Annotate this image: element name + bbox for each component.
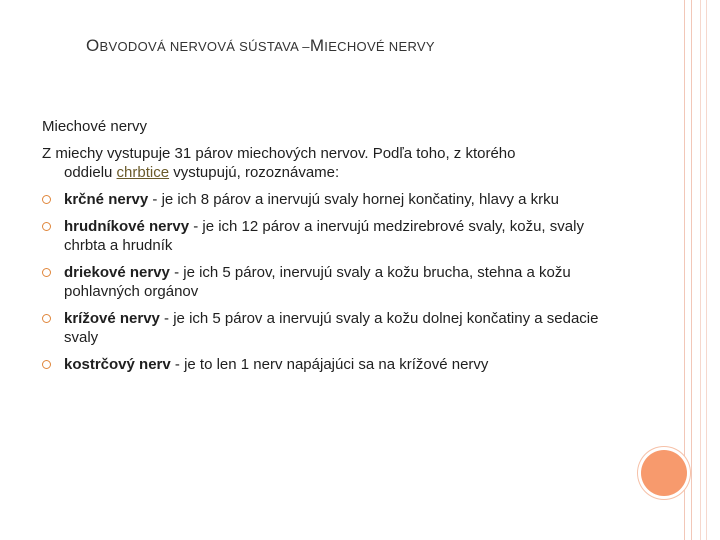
title-initial: O [86, 36, 100, 55]
list-item [42, 190, 622, 209]
bullet-term: hrudníkové nervy [64, 218, 190, 235]
chrbtice-link[interactable]: chrbtice [116, 164, 170, 181]
subheading: Miechové nervy [42, 118, 148, 135]
list-item [42, 217, 622, 255]
list-item [42, 355, 622, 374]
intro-paragraph [42, 144, 602, 182]
slide-title [86, 36, 646, 56]
decorative-line [684, 0, 685, 540]
decorative-line [691, 0, 692, 540]
bullet-text: - je to len 1 nerv napájajúci sa na krížové nervy [170, 356, 489, 373]
bullet-term: driekové nervy [64, 264, 170, 281]
title-text: BVODOVÁ NERVOVÁ SÚSTAVA – [99, 39, 310, 54]
decorative-line [706, 0, 707, 540]
intro-text: vystupujú, rozoznávame: [169, 164, 340, 181]
bullet-term: krčné nervy [64, 191, 149, 208]
bullet-text: - je ich 5 párov a inervujú svaly a kožu dolnej končatiny a sedacie svaly [64, 310, 599, 346]
bullet-term: kostrčový nerv [64, 356, 171, 373]
bullet-term: krížové nervy [64, 310, 160, 327]
title-initial: M [309, 36, 325, 55]
bullet-icon [42, 314, 51, 323]
list-item [42, 309, 622, 347]
nerve-list [42, 190, 622, 382]
intro-line [42, 163, 602, 182]
bullet-text: - je ich 5 párov, inervujú svaly a kožu brucha, stehna a kožu pohlavných orgánov [64, 264, 571, 300]
bullet-icon [42, 222, 51, 231]
intro-line: Z miechy vystupuje 31 párov miechových nervov. Podľa toho, z ktorého [42, 145, 516, 162]
list-item [42, 263, 622, 301]
bullet-text: - je ich 12 párov a inervujú medzirebrové svaly, kožu, svaly chrbta a hrudník [64, 218, 584, 254]
intro-text: oddielu [64, 164, 117, 181]
bullet-icon [42, 195, 51, 204]
title-text: IECHOVÉ NERVY [324, 39, 435, 54]
decorative-circle [641, 450, 687, 496]
bullet-icon [42, 360, 51, 369]
bullet-icon [42, 268, 51, 277]
decorative-line [700, 0, 701, 540]
bullet-text: - je ich 8 párov a inervujú svaly hornej končatiny, hlavy a krku [148, 191, 559, 208]
